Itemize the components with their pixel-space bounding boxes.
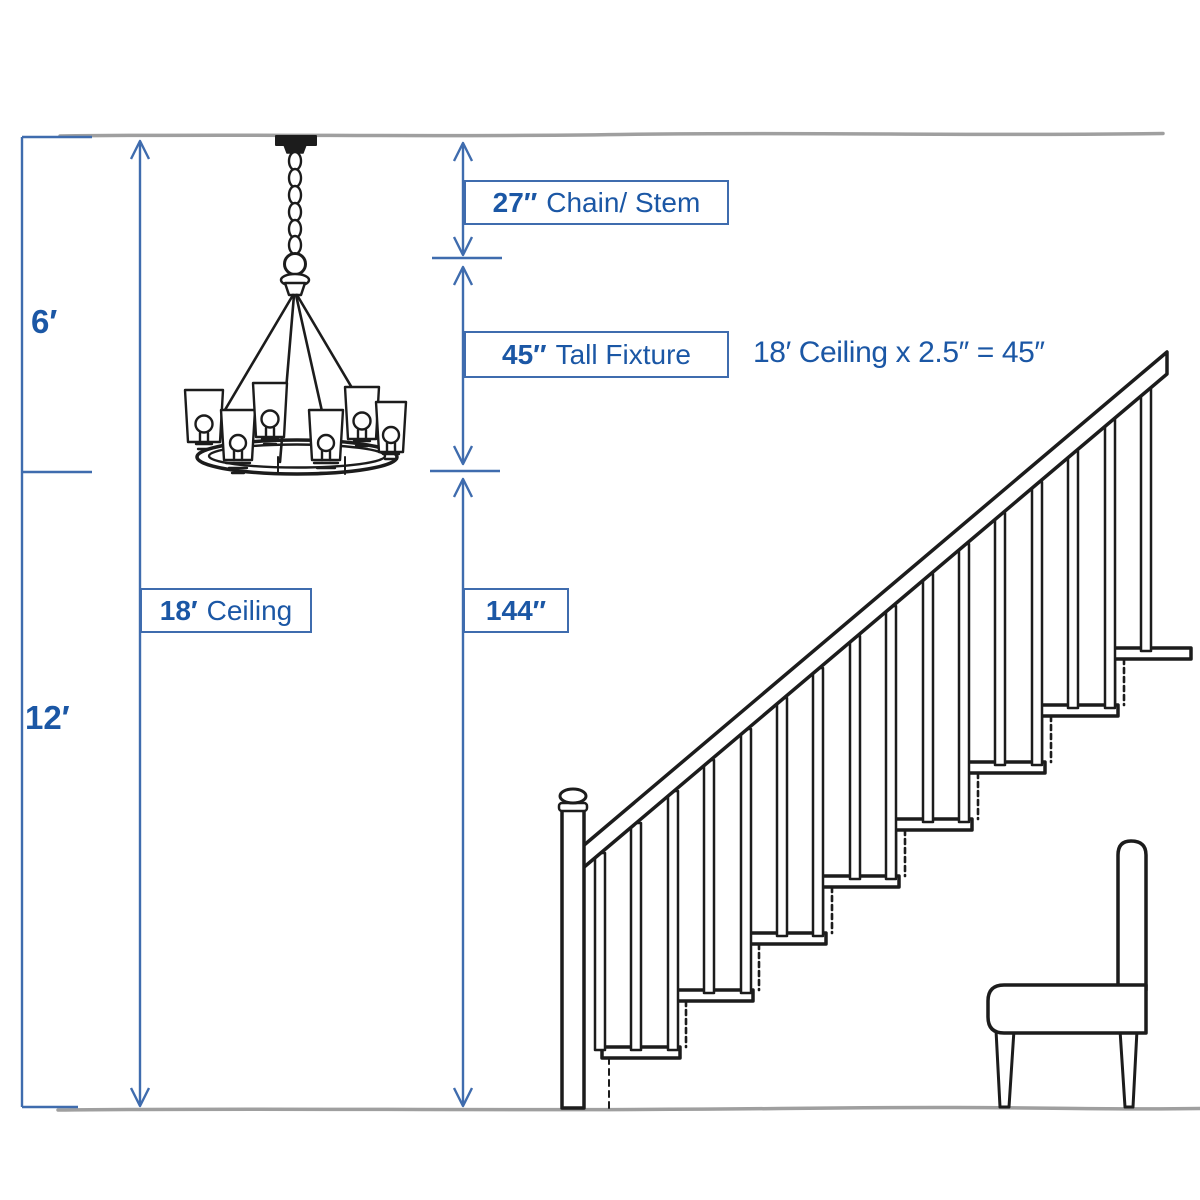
chair-illustration (988, 841, 1146, 1107)
box-tall-fixture (464, 331, 729, 378)
fixture-label: Tall Fixture (555, 338, 691, 370)
ceiling-label: Ceiling (206, 594, 293, 626)
newel-post (559, 789, 587, 1108)
box-total-drop (463, 588, 569, 633)
formula-text: 18′ Ceiling x 2.5″ = 45″ (753, 336, 1045, 369)
floor-line (58, 1108, 1200, 1110)
ceiling-value: 18′ (159, 594, 198, 626)
box-ceiling-height (140, 588, 312, 633)
dimension-line-left (22, 137, 92, 1107)
total-drop-value: 144″ (485, 594, 547, 626)
chain-value: 27″ (492, 186, 538, 218)
box-chain-stem (464, 180, 729, 225)
handrail (583, 352, 1167, 868)
fixture-value: 45″ (502, 338, 547, 370)
label-12ft: 12′ (25, 699, 70, 736)
label-6ft: 6′ (31, 303, 58, 340)
chain-label: Chain/ Stem (546, 186, 701, 218)
chandelier-illustration (185, 136, 406, 474)
ceiling-line (60, 134, 1163, 137)
